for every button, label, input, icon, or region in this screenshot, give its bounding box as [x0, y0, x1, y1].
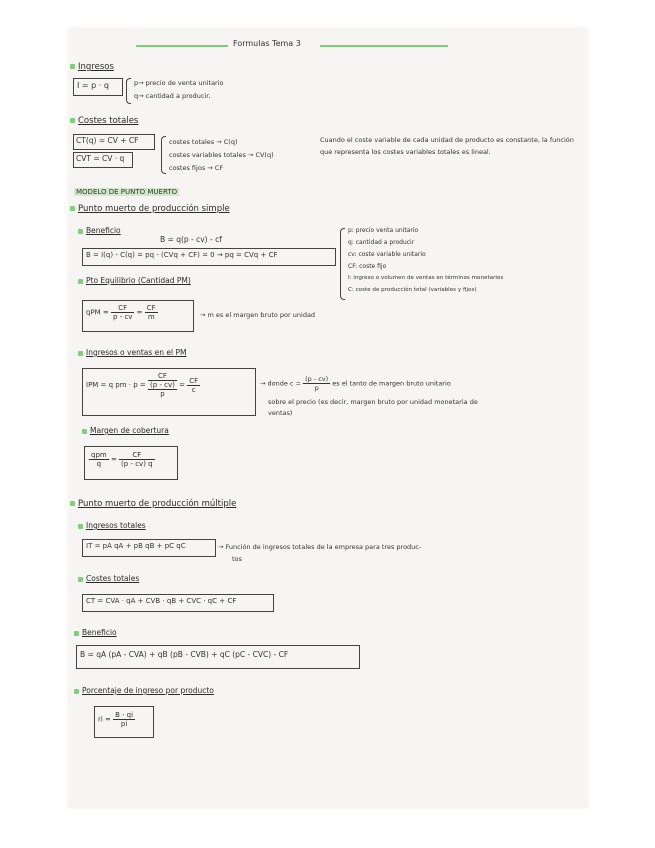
ing-pm-formula: IPM = q pm · p = CF (p - cv) p = $\frac{CF}{c}$: [86, 372, 199, 398]
ing-pm-frac-2: $\frac{CF}{c}$: [189, 376, 199, 394]
legend-item-1: p: precio venta unitario: [348, 227, 419, 234]
multi-cost-label: Costes totales: [78, 574, 139, 583]
ing-pm-note-3: ventas): [268, 409, 293, 417]
legend-brace: [340, 228, 345, 300]
ing-pm-lhs: IPM = q pm · p =: [86, 381, 146, 389]
bullet-icon: [78, 229, 83, 234]
pto-frac-2: $\frac{CF}{m}$: [146, 304, 156, 321]
ing-pm-note: → donde c = $\frac{(p - cv)}{p}$ es el tanto de margen bruto unitario: [260, 375, 451, 392]
bullet-icon: [70, 501, 75, 506]
legend-item-6: C: coste de producción total (variables y fijos): [348, 287, 477, 293]
ingresos-note-2: q→ cantidad a producir.: [134, 92, 211, 100]
margen-formula: $\frac{\text{qpm}}{q}$ = $\frac{CF}{(p - cv) q}$: [91, 451, 153, 468]
bullet-icon: [82, 429, 87, 434]
multi-ing-note: → Función de ingresos totales de la empresa para tres produc-: [218, 543, 422, 551]
legend-item-5: I: ingreso o volumen de ventas en términos monetarios: [348, 275, 504, 281]
costes-note-3: costes fijos → CF: [169, 164, 224, 172]
bullet-icon: [70, 64, 75, 69]
multi-cost-formula: CT = CVA · qA + CVB · qB + CVC · qC + CF: [86, 597, 237, 605]
pto-lhs: qPM =: [86, 308, 109, 317]
ing-pm-frac-1: CF (p - cv) p: [150, 372, 175, 398]
modelo-heading: MODELO DE PUNTO MUERTO: [76, 188, 178, 196]
bullet-icon: [78, 351, 83, 356]
ingresos-formula: I = p · q: [77, 81, 109, 90]
multi-ing-formula: IT = pA qA + pB qB + pC qC: [86, 542, 186, 550]
costes-note-2: costes variables totales → CV(q): [169, 151, 274, 159]
simple-heading: Punto muerto de producción simple: [70, 204, 230, 214]
bullet-icon: [74, 631, 79, 636]
ing-pm-note-frac: $\frac{(p - cv)}{p}$: [305, 375, 329, 392]
page-title: Formulas Tema 3: [233, 39, 301, 48]
pct-lhs: ri =: [98, 715, 111, 724]
beneficio-box-formula: B = I(q) - C(q) = pq - (CVq + CF) = 0 → pq = CVq + CF: [86, 251, 278, 259]
costes-formula-1: CT(q) = CV + CF: [76, 136, 139, 145]
margen-label: Margen de cobertura: [82, 426, 169, 435]
pto-label: Pto Equilibrio (Cantidad PM): [78, 276, 191, 285]
legend-item-4: CF: coste fijo: [348, 263, 387, 270]
bullet-icon: [78, 279, 83, 284]
multi-ing-label: Ingresos totales: [78, 521, 146, 530]
costes-side-note: Cuando el coste variable de cada unidad de producto es constante, la función que representa los costes variables totales es lineal.: [320, 136, 574, 156]
pct-frac: $\frac{B \cdot qi}{pi}$: [115, 711, 134, 728]
costes-note-1: costes totales → C(q): [169, 138, 238, 146]
beneficio-label: Beneficio: [78, 226, 121, 235]
bullet-icon: [70, 118, 75, 123]
costes-formula-2: CVT = CV · q: [76, 154, 125, 163]
margen-frac-1: $\frac{\text{qpm}}{q}$: [91, 451, 107, 468]
bullet-icon: [78, 577, 83, 582]
pct-label: Porcentaje de ingreso por producto: [74, 686, 214, 695]
multiple-heading: Punto muerto de producción múltiple: [70, 499, 236, 509]
bullet-icon: [78, 524, 83, 529]
pto-frac-1: $\frac{CF}{p - cv}$: [113, 304, 133, 321]
costes-heading: Costes totales: [70, 116, 138, 126]
costes-brace: [161, 136, 166, 174]
notebook-page: [68, 28, 588, 808]
ingresos-heading: Ingresos: [70, 62, 114, 72]
ing-pm-note-2: sobre el precio (es decir, margen bruto por unidad monetaria de: [268, 398, 478, 406]
beneficio-formula: B = q(p - cv) - cf: [160, 235, 222, 244]
margen-frac-2: $\frac{CF}{(p - cv) q}$: [121, 451, 153, 468]
multi-ing-note-2: tos: [232, 555, 242, 563]
title-line-right: [320, 45, 448, 47]
ing-pm-label: Ingresos o ventas en el PM: [78, 348, 186, 357]
ingresos-note-1: p→ precio de venta unitario: [134, 79, 224, 87]
legend-item-2: q: cantidad a producir: [348, 239, 415, 246]
pct-formula: [98, 711, 135, 728]
multi-ben-formula: B = qA (pA - CVA) + qB (pB - CVB) + qC (pC - CVC) - CF: [80, 650, 289, 659]
legend-item-3: cv: coste variable unitario: [348, 251, 426, 258]
bullet-icon: [70, 206, 75, 211]
ingresos-brace: [126, 78, 131, 104]
pto-formula: qPM = $\frac{CF}{p - cv}$ = $\frac{CF}{m}$: [86, 304, 156, 321]
multi-ben-label: Beneficio: [74, 628, 117, 637]
pto-note: → m es el margen bruto por unidad: [200, 311, 316, 319]
bullet-icon: [74, 689, 79, 694]
title-line-left: [136, 45, 228, 47]
